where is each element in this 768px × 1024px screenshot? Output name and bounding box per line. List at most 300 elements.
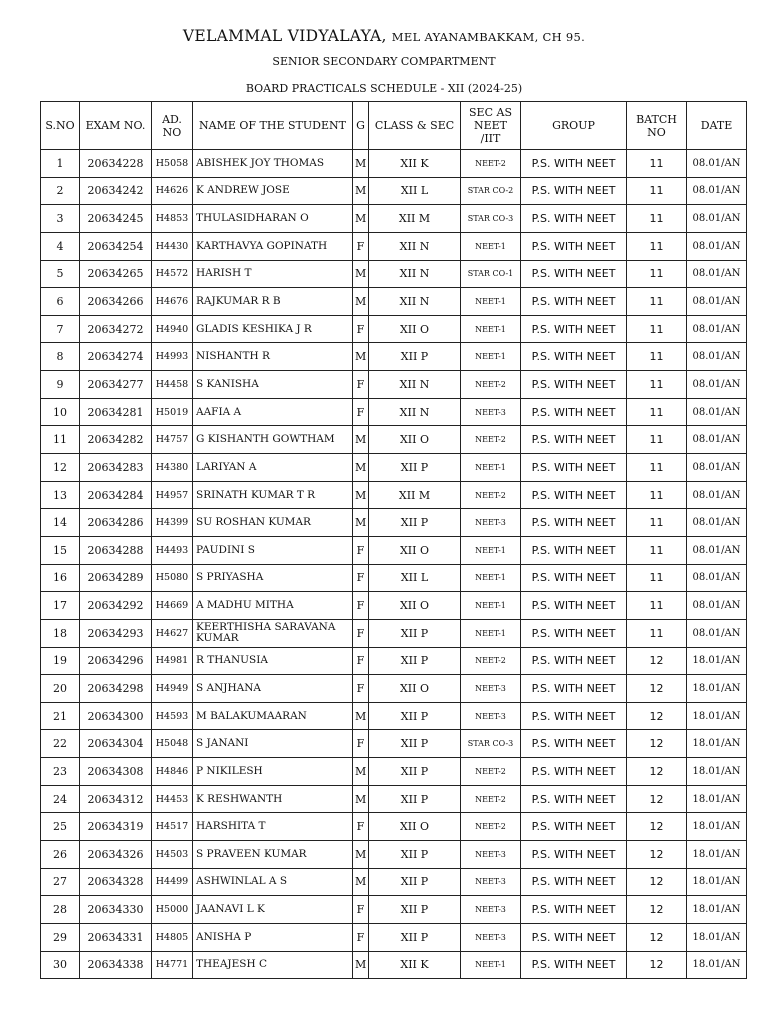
cell-date: 08.01/AN [687,592,747,620]
cell-group: P.S. WITH NEET [521,454,627,482]
cell-exam-no: 20634254 [80,232,152,260]
cell-student-name: GLADIS KESHIKA J R [193,315,353,343]
cell-class-sec: XII N [369,398,461,426]
cell-sec-neet-iit: NEET-2 [461,647,521,675]
cell-class-sec: XII O [369,592,461,620]
cell-exam-no: 20634293 [80,619,152,647]
cell-class-sec: XII P [369,702,461,730]
cell-group: P.S. WITH NEET [521,260,627,288]
cell-sec-neet-iit: NEET-3 [461,896,521,924]
table-row [41,454,747,482]
cell-batch-no: 11 [627,536,687,564]
cell-gender: F [353,315,369,343]
cell-ad-no: H4669 [152,592,193,620]
cell-batch-no: 12 [627,868,687,896]
table-row [41,205,747,233]
col-group: GROUP [521,102,627,150]
cell-class-sec: XII O [369,536,461,564]
cell-ad-no: H4399 [152,509,193,537]
cell-group: P.S. WITH NEET [521,758,627,786]
cell-exam-no: 20634296 [80,647,152,675]
cell-exam-no: 20634277 [80,371,152,399]
cell-class-sec: XII O [369,426,461,454]
cell-exam-no: 20634288 [80,536,152,564]
cell-sno: 29 [41,923,80,951]
cell-sno: 22 [41,730,80,758]
cell-sno: 11 [41,426,80,454]
school-address: MEL AYANAMBAKKAM, CH 95. [391,30,586,44]
table-row [41,619,747,647]
cell-sec-neet-iit: NEET-1 [461,536,521,564]
cell-batch-no: 11 [627,481,687,509]
cell-group: P.S. WITH NEET [521,923,627,951]
cell-exam-no: 20634300 [80,702,152,730]
cell-batch-no: 11 [627,619,687,647]
cell-date: 08.01/AN [687,398,747,426]
cell-gender: F [353,619,369,647]
cell-class-sec: XII P [369,619,461,647]
cell-ad-no: H4981 [152,647,193,675]
cell-ad-no: H4853 [152,205,193,233]
cell-sec-neet-iit: NEET-1 [461,454,521,482]
cell-class-sec: XII P [369,785,461,813]
cell-gender: M [353,868,369,896]
cell-date: 08.01/AN [687,177,747,205]
cell-group: P.S. WITH NEET [521,647,627,675]
cell-sno: 1 [41,150,80,178]
table-row [41,288,747,316]
cell-student-name: HARISH T [193,260,353,288]
table-row [41,841,747,869]
cell-exam-no: 20634281 [80,398,152,426]
cell-exam-no: 20634338 [80,951,152,979]
cell-sec-neet-iit: NEET-1 [461,619,521,647]
cell-group: P.S. WITH NEET [521,481,627,509]
cell-date: 18.01/AN [687,730,747,758]
cell-gender: M [353,785,369,813]
cell-class-sec: XII P [369,730,461,758]
cell-gender: M [353,509,369,537]
cell-gender: M [353,426,369,454]
cell-date: 08.01/AN [687,536,747,564]
col-ad-no: AD. NO [152,102,193,150]
cell-batch-no: 11 [627,260,687,288]
cell-sno: 13 [41,481,80,509]
table-row [41,371,747,399]
cell-sec-neet-iit: NEET-1 [461,564,521,592]
cell-class-sec: XII O [369,675,461,703]
cell-class-sec: XII K [369,951,461,979]
table-row [41,675,747,703]
cell-ad-no: H4572 [152,260,193,288]
cell-date: 18.01/AN [687,702,747,730]
cell-exam-no: 20634284 [80,481,152,509]
table-row [41,868,747,896]
cell-exam-no: 20634328 [80,868,152,896]
cell-exam-no: 20634228 [80,150,152,178]
cell-batch-no: 11 [627,205,687,233]
cell-exam-no: 20634292 [80,592,152,620]
cell-date: 08.01/AN [687,232,747,260]
cell-class-sec: XII N [369,288,461,316]
cell-sno: 23 [41,758,80,786]
cell-group: P.S. WITH NEET [521,205,627,233]
cell-gender: F [353,564,369,592]
cell-student-name: K ANDREW JOSE [193,177,353,205]
cell-sno: 10 [41,398,80,426]
cell-sec-neet-iit: NEET-2 [461,758,521,786]
cell-exam-no: 20634304 [80,730,152,758]
cell-sec-neet-iit: NEET-3 [461,509,521,537]
cell-group: P.S. WITH NEET [521,371,627,399]
cell-batch-no: 11 [627,564,687,592]
cell-sno: 12 [41,454,80,482]
cell-date: 18.01/AN [687,896,747,924]
col-class-sec: CLASS & SEC [369,102,461,150]
cell-exam-no: 20634286 [80,509,152,537]
table-row [41,758,747,786]
cell-batch-no: 11 [627,343,687,371]
cell-sno: 24 [41,785,80,813]
cell-class-sec: XII O [369,315,461,343]
cell-student-name: LARIYAN A [193,454,353,482]
schedule-title: BOARD PRACTICALS SCHEDULE - XII (2024-25) [245,82,523,95]
cell-sno: 21 [41,702,80,730]
cell-class-sec: XII N [369,260,461,288]
cell-gender: M [353,288,369,316]
cell-student-name: S ANJHANA [193,675,353,703]
compartment-title: SENIOR SECONDARY COMPARTMENT [272,55,496,68]
school-title [0,27,768,45]
cell-date: 08.01/AN [687,288,747,316]
cell-date: 18.01/AN [687,951,747,979]
cell-student-name: HARSHITA T [193,813,353,841]
cell-gender: F [353,675,369,703]
cell-exam-no: 20634319 [80,813,152,841]
cell-ad-no: H4458 [152,371,193,399]
table-row [41,647,747,675]
cell-student-name: ANISHA P [193,923,353,951]
col-exam-no: EXAM NO. [80,102,152,150]
table-row [41,177,747,205]
cell-exam-no: 20634326 [80,841,152,869]
cell-batch-no: 12 [627,923,687,951]
cell-exam-no: 20634330 [80,896,152,924]
cell-student-name: AAFIA A [193,398,353,426]
cell-batch-no: 11 [627,232,687,260]
cell-ad-no: H4957 [152,481,193,509]
cell-student-name: SU ROSHAN KUMAR [193,509,353,537]
cell-gender: F [353,647,369,675]
cell-group: P.S. WITH NEET [521,619,627,647]
cell-ad-no: H4676 [152,288,193,316]
table-row [41,260,747,288]
cell-student-name: P NIKILESH [193,758,353,786]
cell-group: P.S. WITH NEET [521,702,627,730]
cell-class-sec: XII P [369,896,461,924]
cell-date: 18.01/AN [687,868,747,896]
cell-gender: M [353,454,369,482]
cell-ad-no: H4757 [152,426,193,454]
cell-sec-neet-iit: NEET-1 [461,232,521,260]
cell-class-sec: XII M [369,205,461,233]
cell-date: 08.01/AN [687,205,747,233]
cell-date: 08.01/AN [687,371,747,399]
cell-exam-no: 20634266 [80,288,152,316]
cell-class-sec: XII L [369,564,461,592]
cell-sno: 8 [41,343,80,371]
cell-student-name: KEERTHISHA SARAVANA KUMAR [193,619,353,647]
cell-date: 18.01/AN [687,785,747,813]
cell-student-name: S PRIYASHA [193,564,353,592]
cell-gender: M [353,205,369,233]
cell-batch-no: 11 [627,371,687,399]
cell-group: P.S. WITH NEET [521,536,627,564]
cell-sno: 25 [41,813,80,841]
cell-sec-neet-iit: NEET-2 [461,785,521,813]
cell-group: P.S. WITH NEET [521,315,627,343]
cell-gender: F [353,592,369,620]
cell-batch-no: 12 [627,951,687,979]
cell-student-name: S PRAVEEN KUMAR [193,841,353,869]
cell-group: P.S. WITH NEET [521,426,627,454]
cell-sec-neet-iit: NEET-3 [461,841,521,869]
cell-group: P.S. WITH NEET [521,785,627,813]
cell-batch-no: 11 [627,315,687,343]
cell-date: 08.01/AN [687,564,747,592]
cell-sno: 26 [41,841,80,869]
cell-sec-neet-iit: NEET-1 [461,592,521,620]
cell-ad-no: H4517 [152,813,193,841]
cell-class-sec: XII P [369,868,461,896]
cell-sno: 7 [41,315,80,343]
cell-sec-neet-iit: NEET-3 [461,675,521,703]
cell-sec-neet-iit: NEET-1 [461,315,521,343]
cell-sec-neet-iit: STAR CO-3 [461,730,521,758]
cell-student-name: ASHWINLAL A S [193,868,353,896]
cell-sec-neet-iit: STAR CO-2 [461,177,521,205]
cell-batch-no: 11 [627,592,687,620]
col-sno: S.NO [41,102,80,150]
cell-batch-no: 12 [627,813,687,841]
cell-group: P.S. WITH NEET [521,288,627,316]
table-row [41,813,747,841]
cell-batch-no: 12 [627,702,687,730]
cell-group: P.S. WITH NEET [521,509,627,537]
cell-group: P.S. WITH NEET [521,592,627,620]
table-row [41,730,747,758]
cell-ad-no: H4493 [152,536,193,564]
cell-class-sec: XII P [369,343,461,371]
table-row [41,923,747,951]
cell-date: 08.01/AN [687,454,747,482]
cell-gender: M [353,841,369,869]
cell-student-name: ABISHEK JOY THOMAS [193,150,353,178]
cell-group: P.S. WITH NEET [521,177,627,205]
cell-batch-no: 12 [627,896,687,924]
cell-ad-no: H4949 [152,675,193,703]
cell-student-name: NISHANTH R [193,343,353,371]
cell-gender: M [353,758,369,786]
cell-batch-no: 11 [627,177,687,205]
cell-class-sec: XII O [369,813,461,841]
cell-batch-no: 12 [627,841,687,869]
cell-class-sec: XII K [369,150,461,178]
cell-group: P.S. WITH NEET [521,868,627,896]
cell-class-sec: XII N [369,232,461,260]
cell-gender: F [353,371,369,399]
cell-batch-no: 12 [627,758,687,786]
cell-group: P.S. WITH NEET [521,564,627,592]
table-row [41,702,747,730]
cell-gender: F [353,813,369,841]
cell-ad-no: H5080 [152,564,193,592]
cell-gender: F [353,730,369,758]
cell-gender: M [353,150,369,178]
cell-gender: M [353,702,369,730]
cell-student-name: THULASIDHARAN O [193,205,353,233]
cell-student-name: M BALAKUMAARAN [193,702,353,730]
cell-group: P.S. WITH NEET [521,813,627,841]
cell-class-sec: XII P [369,841,461,869]
cell-class-sec: XII P [369,758,461,786]
cell-group: P.S. WITH NEET [521,896,627,924]
table-row [41,481,747,509]
cell-ad-no: H4771 [152,951,193,979]
cell-date: 18.01/AN [687,758,747,786]
cell-date: 18.01/AN [687,841,747,869]
cell-gender: F [353,896,369,924]
cell-sec-neet-iit: NEET-1 [461,288,521,316]
cell-student-name: THEAJESH C [193,951,353,979]
cell-batch-no: 11 [627,398,687,426]
table-row [41,564,747,592]
cell-student-name: RAJKUMAR R B [193,288,353,316]
cell-sno: 20 [41,675,80,703]
col-batch-no: BATCH NO [627,102,687,150]
cell-student-name: PAUDINI S [193,536,353,564]
cell-class-sec: XII P [369,647,461,675]
cell-exam-no: 20634265 [80,260,152,288]
cell-student-name: KARTHAVYA GOPINATH [193,232,353,260]
cell-sno: 6 [41,288,80,316]
cell-exam-no: 20634308 [80,758,152,786]
cell-ad-no: H5058 [152,150,193,178]
cell-sec-neet-iit: NEET-2 [461,813,521,841]
cell-sec-neet-iit: NEET-3 [461,398,521,426]
cell-student-name: K RESHWANTH [193,785,353,813]
cell-ad-no: H4503 [152,841,193,869]
table-row [41,150,747,178]
cell-group: P.S. WITH NEET [521,730,627,758]
cell-batch-no: 12 [627,647,687,675]
col-date: DATE [687,102,747,150]
cell-student-name: S JANANI [193,730,353,758]
cell-sno: 2 [41,177,80,205]
cell-date: 08.01/AN [687,260,747,288]
col-student-name: NAME OF THE STUDENT [193,102,353,150]
table-row [41,509,747,537]
cell-batch-no: 11 [627,150,687,178]
table-row [41,536,747,564]
cell-date: 08.01/AN [687,426,747,454]
cell-date: 08.01/AN [687,481,747,509]
cell-ad-no: H4499 [152,868,193,896]
cell-sno: 9 [41,371,80,399]
cell-sec-neet-iit: NEET-3 [461,702,521,730]
cell-class-sec: XII P [369,923,461,951]
table-header-row [41,102,747,150]
cell-sec-neet-iit: NEET-3 [461,868,521,896]
cell-date: 18.01/AN [687,813,747,841]
cell-gender: M [353,343,369,371]
cell-sno: 27 [41,868,80,896]
cell-group: P.S. WITH NEET [521,841,627,869]
cell-class-sec: XII N [369,371,461,399]
cell-group: P.S. WITH NEET [521,398,627,426]
table-row [41,896,747,924]
cell-exam-no: 20634245 [80,205,152,233]
cell-exam-no: 20634274 [80,343,152,371]
col-gender: G [353,102,369,150]
cell-gender: M [353,260,369,288]
cell-sec-neet-iit: NEET-2 [461,371,521,399]
cell-group: P.S. WITH NEET [521,675,627,703]
cell-ad-no: H4940 [152,315,193,343]
cell-gender: M [353,481,369,509]
cell-group: P.S. WITH NEET [521,150,627,178]
cell-exam-no: 20634312 [80,785,152,813]
school-name: VELAMMAL VIDYALAYA, [182,27,387,45]
table-row [41,398,747,426]
cell-student-name: JAANAVI L K [193,896,353,924]
cell-date: 08.01/AN [687,315,747,343]
table-row [41,951,747,979]
cell-class-sec: XII P [369,509,461,537]
cell-date: 18.01/AN [687,923,747,951]
cell-gender: M [353,177,369,205]
cell-gender: M [353,951,369,979]
cell-sec-neet-iit: NEET-1 [461,951,521,979]
cell-ad-no: H5000 [152,896,193,924]
cell-date: 08.01/AN [687,509,747,537]
table-row [41,785,747,813]
cell-date: 18.01/AN [687,675,747,703]
cell-batch-no: 12 [627,785,687,813]
cell-gender: F [353,398,369,426]
cell-class-sec: XII L [369,177,461,205]
cell-date: 08.01/AN [687,343,747,371]
cell-group: P.S. WITH NEET [521,343,627,371]
cell-sno: 15 [41,536,80,564]
cell-exam-no: 20634283 [80,454,152,482]
cell-group: P.S. WITH NEET [521,951,627,979]
cell-ad-no: H4380 [152,454,193,482]
cell-batch-no: 12 [627,675,687,703]
cell-batch-no: 11 [627,288,687,316]
cell-class-sec: XII M [369,481,461,509]
cell-ad-no: H4430 [152,232,193,260]
cell-batch-no: 11 [627,454,687,482]
cell-sec-neet-iit: NEET-1 [461,343,521,371]
cell-gender: F [353,232,369,260]
cell-batch-no: 11 [627,509,687,537]
table-row [41,592,747,620]
cell-group: P.S. WITH NEET [521,232,627,260]
cell-sec-neet-iit: STAR CO-1 [461,260,521,288]
table-row [41,315,747,343]
cell-exam-no: 20634331 [80,923,152,951]
